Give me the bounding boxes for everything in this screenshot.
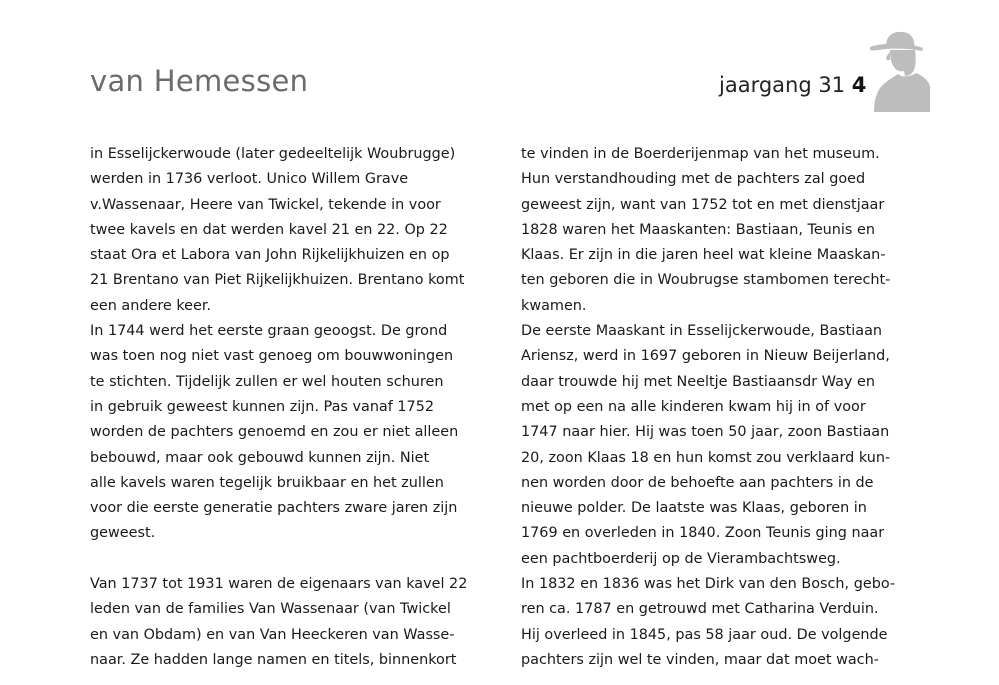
text-line: te vinden in de Boerderijenmap van het museum. [521,146,880,162]
text-line: nen worden door de behoefte aan pachters in de [521,474,874,491]
silhouette-man-with-hat-icon [868,30,930,112]
text-line: 20, zoon Klaas 18 en hun komst zou verklaard kun- [521,449,891,466]
text-line: voor die eerste generatie pachters zware jaren zijn [90,500,458,517]
page-title: van Hemessen [90,64,309,98]
text-line: met op een na alle kinderen kwam hij in of voor [521,398,866,415]
text-line: te stichten. Tijdelijk zullen er wel houten schuren [90,373,444,390]
text-line: Van 1737 tot 1931 waren de eigenaars van kavel 22 [90,576,468,593]
text-line: 1747 naar hier. Hij was toen 50 jaar, zoon Bastiaan [521,424,890,441]
text-line: geweest zijn, want van 1752 tot en met dienstjaar [521,196,885,213]
article-column-right [521,142,895,673]
text-line: Hij overleed in 1845, pas 58 jaar oud. De volgende [521,626,888,643]
text-line: worden de pachters genoemd en zou er niet alleen [90,424,459,441]
text-line: ten geboren die in Woubrugse stambomen terecht- [521,272,891,289]
text-line: en van Obdam) en van Van Heeckeren van Wasse- [90,626,455,643]
text-line: in Esselijckerwoude (later gedeeltelijk Woubrugge) [90,146,456,162]
text-line: 21 Brentano van Piet Rijkelijkhuizen. Brentano komt [90,272,465,289]
text-line: pachters zijn wel te vinden, maar dat moet wach- [521,651,879,668]
text-line: nieuwe polder. De laatste was Klaas, geboren in [521,500,867,517]
text-line: alle kavels waren tegelijk bruikbaar en het zullen [90,474,444,491]
article-column-left [90,142,467,673]
text-line: twee kavels en dat werden kavel 21 en 22. Op 22 [90,221,448,238]
text-line: Hun verstandhouding met de pachters zal goed [521,171,866,188]
text-line: kwamen. [521,297,587,314]
text-line: een andere keer. [90,297,212,314]
text-line: De eerste Maaskant in Esselijckerwoude, Bastiaan [521,323,883,340]
text-line: bebouwd, maar ook gebouwd kunnen zijn. Niet [90,449,430,466]
text-line: staat Ora et Labora van John Rijkelijkhuizen en op [90,247,450,264]
text-line: 1828 waren het Maaskanten: Bastiaan, Teunis en [521,221,875,238]
volume-text: jaargang 31 [719,73,846,97]
text-line: In 1832 en 1836 was het Dirk van den Bosch, gebo- [521,576,896,593]
text-line: 1769 en overleden in 1840. Zoon Teunis ging naar [521,525,885,542]
text-line: v.Wassenaar, Heere van Twickel, tekende in voor [90,196,441,213]
text-line [90,547,467,572]
volume-label [719,73,866,97]
text-line: Ariensz, werd in 1697 geboren in Nieuw Beijerland, [521,348,890,365]
text-line: een pachtboerderij op de Vierambachtsweg. [521,550,841,567]
text-line: ren ca. 1787 en getrouwd met Catharina Verduin. [521,601,879,618]
text-line: geweest. [90,525,156,542]
text-line: daar trouwde hij met Neeltje Bastiaansdr Way en [521,373,875,390]
text-line: werden in 1736 verloot. Unico Willem Grave [90,171,409,188]
page-number: 4 [851,73,867,97]
text-line: in gebruik geweest kunnen zijn. Pas vanaf 1752 [90,398,435,415]
text-line: In 1744 werd het eerste graan geoogst. De grond [90,323,448,340]
text-line: was toen nog niet vast genoeg om bouwwoningen [90,348,454,365]
text-line: leden van de families Van Wassenaar (van Twickel [90,601,451,618]
text-line: naar. Ze hadden lange namen en titels, binnenkort [90,651,457,668]
text-line: Klaas. Er zijn in die jaren heel wat kleine Maaskan- [521,247,886,264]
